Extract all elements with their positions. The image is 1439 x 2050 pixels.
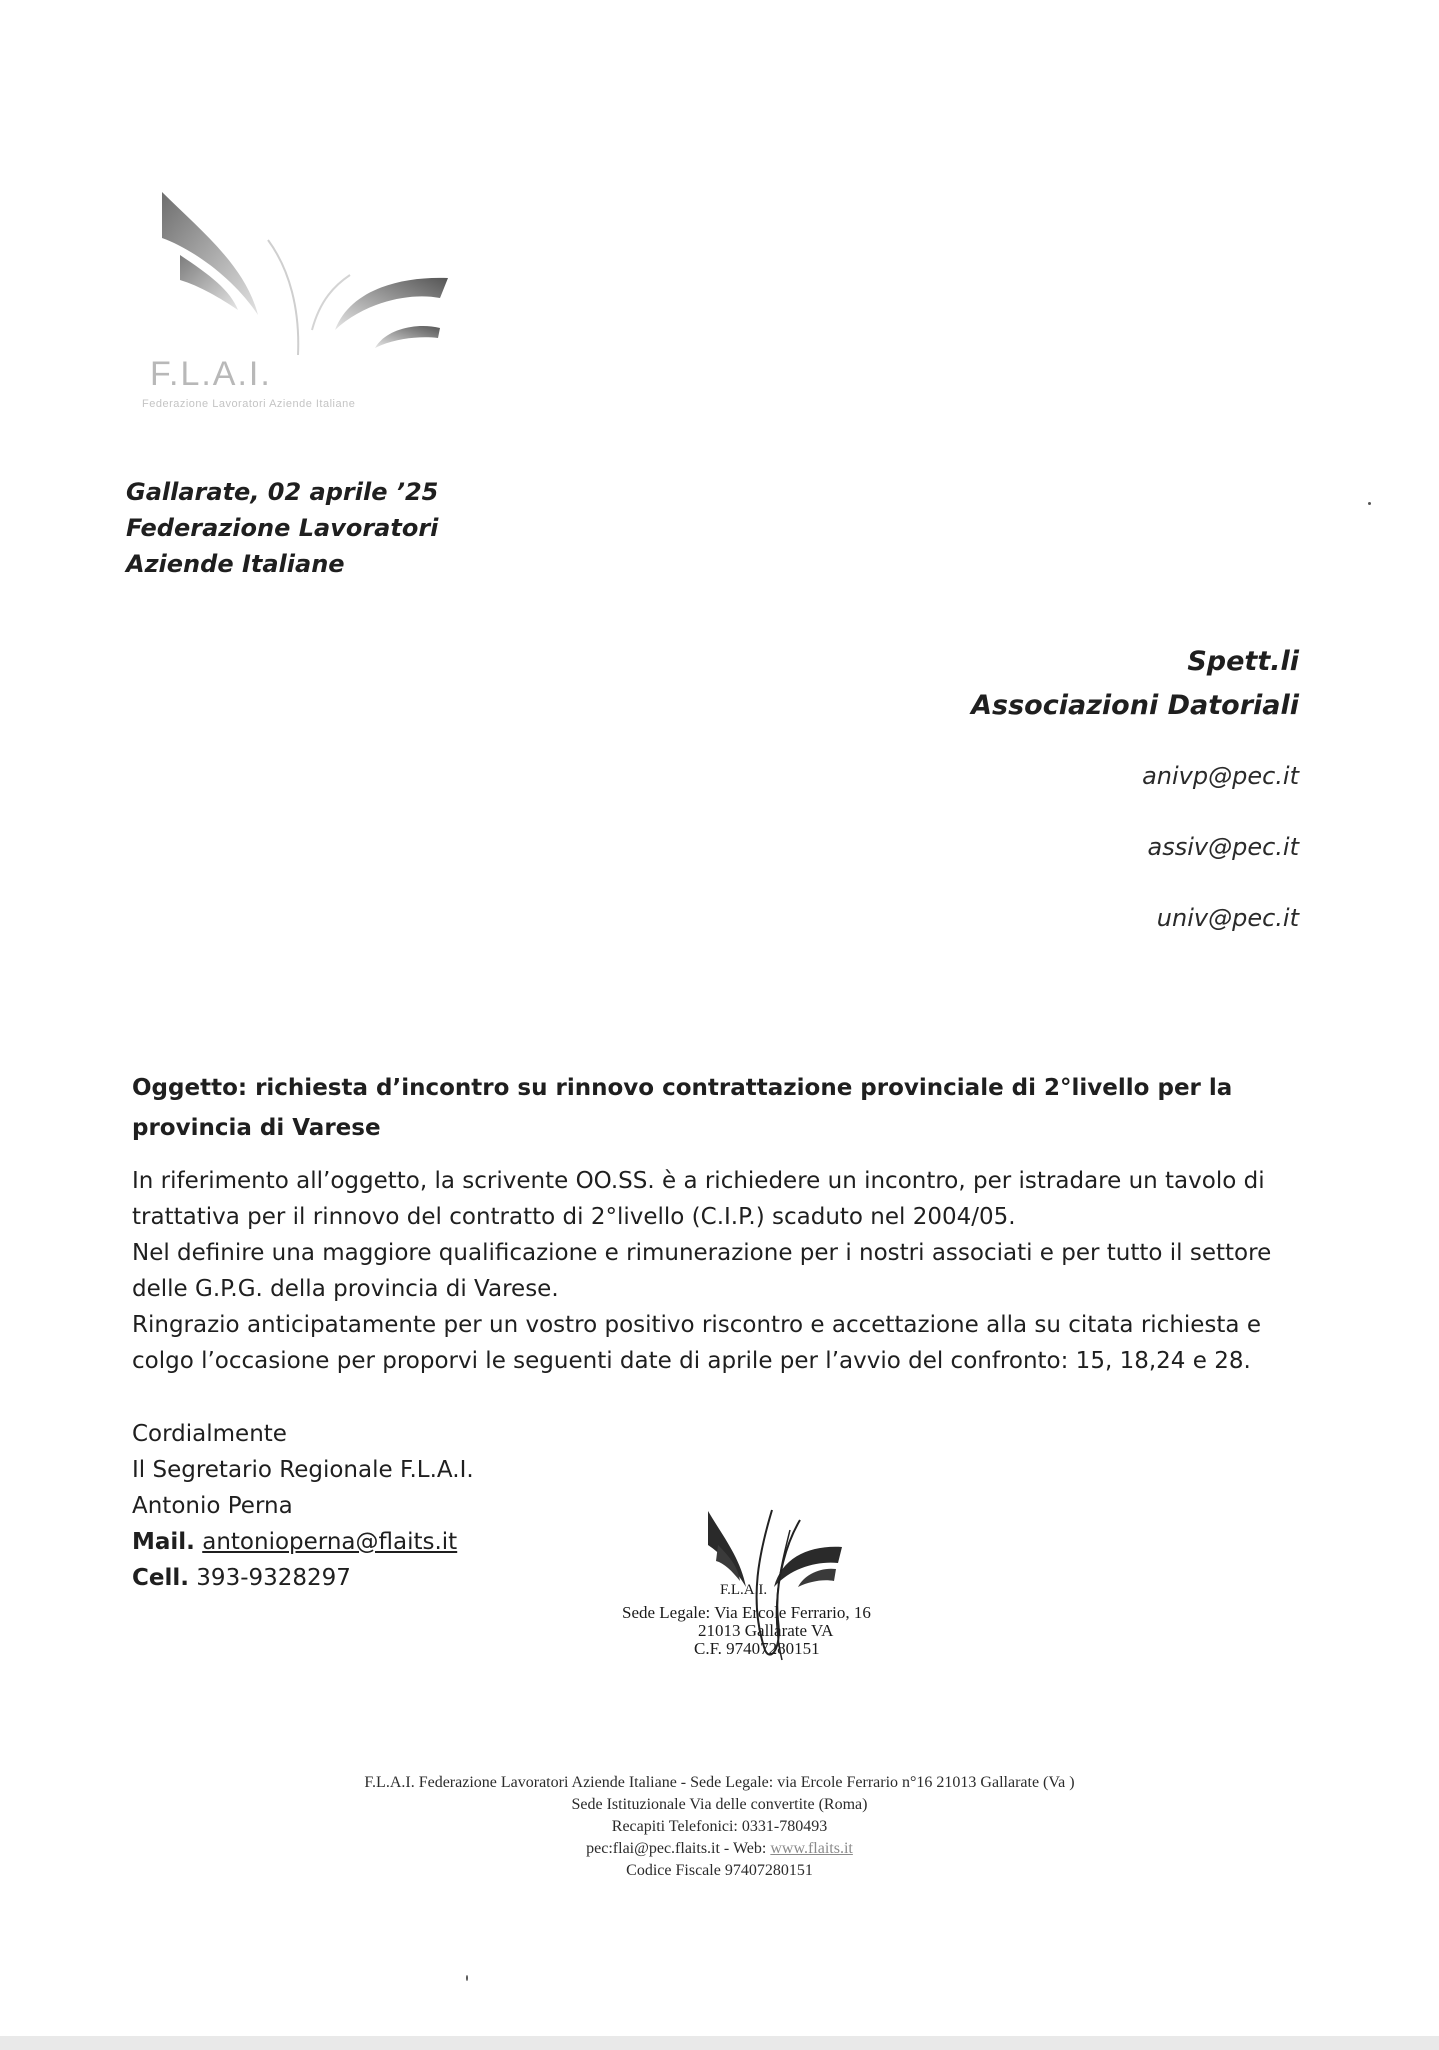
footer-line1: F.L.A.I. Federazione Lavoratori Aziende Italiane - Sede Legale: via Ercole Ferrario n°16 21013 Gallarate (Va ) [364,1774,1075,1791]
stamp-line3: C.F. 97407280151 [694,1639,820,1658]
letter-footer [0,1772,1439,1882]
cell-label: Cell. [132,1565,189,1591]
mail-label: Mail. [132,1529,195,1555]
date-line: Gallarate, 02 aprile ’25 [126,478,439,506]
stamp-line1: Sede Legale: Via Ercole Ferrario, 16 [622,1603,871,1622]
footer-pec: pec:flai@pec.flaits.it - Web: [586,1840,771,1857]
closing-block [132,1416,474,1596]
subject-line: Oggetto: richiesta d’incontro su rinnovo contrattazione provinciale di 2°livello per la provincia di Varese [132,1075,1233,1141]
signer-role: Il Segretario Regionale F.L.A.I. [132,1457,474,1483]
mail-line [132,1524,474,1560]
logo-wordmark: F.L.A.I. [150,355,272,393]
closing-greeting: Cordialmente [132,1421,287,1447]
footer-line5: Codice Fiscale 97407280151 [626,1862,813,1879]
recipient-email: univ@pec.it [1156,904,1299,932]
scan-edge [0,2036,1439,2050]
stamp-line2: 21013 Gallarate VA [698,1621,834,1640]
sender-org-line1: Federazione Lavoratori [126,514,439,542]
recipient-name: Associazioni Datoriali [971,690,1299,721]
cell-value: 393-9328297 [196,1565,351,1591]
stamp-wordmark: F.L.A.I. [720,1582,768,1598]
scan-speck [466,1975,468,1981]
body-line: Ringrazio anticipatamente per un vostro positivo riscontro e accettazione alla su citata richiesta e [132,1312,1261,1338]
letter-body [132,1163,1322,1379]
footer-line2: Sede Istituzionale Via delle convertite (Roma) [571,1796,868,1813]
recipient-salutation: Spett.li [1187,646,1299,677]
recipient-email: anivp@pec.it [1142,762,1299,790]
footer-line3: Recapiti Telefonici: 0331-780493 [611,1818,828,1835]
scan-speck [1368,502,1371,505]
footer-web-link[interactable]: www.flaits.it [770,1840,853,1857]
body-line: trattativa per il rinnovo del contratto di 2°livello (C.I.P.) scaduto nel 2004/05. [132,1204,1016,1230]
mail-link[interactable]: antonioperna@flaits.it [202,1529,458,1555]
recipient-email: assiv@pec.it [1147,833,1299,861]
sender-org-line2: Aziende Italiane [126,550,345,578]
body-line: In riferimento all’oggetto, la scrivente OO.SS. è a richiedere un incontro, per istradare un tavolo di [132,1168,1265,1194]
body-line: colgo l’occasione per proporvi le seguenti date di aprile per l’avvio del confronto: 15, 18,24 e 28. [132,1348,1251,1374]
recipient-email-list [1142,758,1299,971]
footer-line4 [0,1838,1439,1860]
stamp-text [622,1604,871,1658]
body-line: delle G.P.G. della provincia di Varese. [132,1276,559,1302]
cell-line [132,1560,474,1596]
logo-subtitle: Federazione Lavoratori Aziende Italiane [142,398,356,410]
body-line: Nel definire una maggiore qualificazione e rimunerazione per i nostri associati e per tutto il settore [132,1240,1272,1266]
signer-name: Antonio Perna [132,1493,293,1519]
recipient-block [971,640,1299,728]
sender-block [126,474,438,582]
